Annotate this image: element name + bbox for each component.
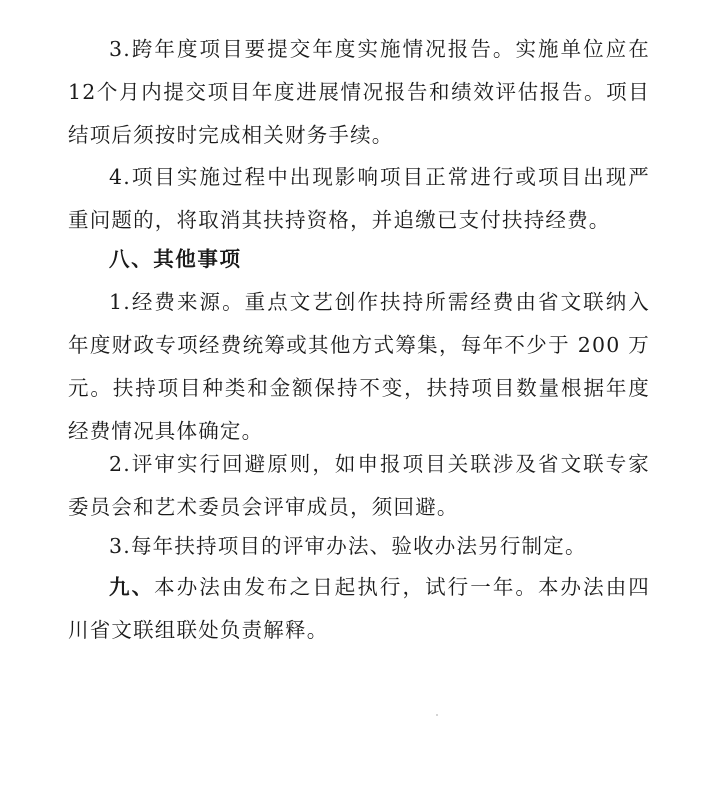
paragraph-recusal-principle: 2.评审实行回避原则，如申报项目关联涉及省文联专家委员会和艺术委员会评审成员，须回避。	[68, 452, 650, 519]
section-9-lead: 九、	[109, 575, 155, 599]
section-8-heading: 八、其他事项	[109, 247, 242, 271]
paragraph-cancel-support: 4.项目实施过程中出现影响项目正常进行或项目出现严重问题的，将取消其扶持资格，并追缴已支付扶持经费。	[68, 165, 650, 232]
paragraph-funding-source: 1.经费来源。重点文艺创作扶持所需经费由省文联纳入年度财政专项经费统筹或其他方式筹集，每年不少于 200 万元。扶持项目种类和金额保持不变，扶持项目数量根据年度经费情况具体确定。	[68, 290, 650, 443]
scan-speck	[436, 714, 438, 716]
paragraph-section-9	[68, 566, 650, 652]
section-9-text: 本办法由发布之日起执行，试行一年。本办法由四川省文联组联处负责解释。	[68, 575, 650, 642]
paragraph-annual-report: 3.跨年度项目要提交年度实施情况报告。实施单位应在 12个月内提交项目年度进展情况报告和绩效评估报告。项目结项后须按时完成相关财务手续。	[68, 37, 650, 147]
paragraph-review-methods: 3.每年扶持项目的评审办法、验收办法另行制定。	[109, 534, 587, 558]
